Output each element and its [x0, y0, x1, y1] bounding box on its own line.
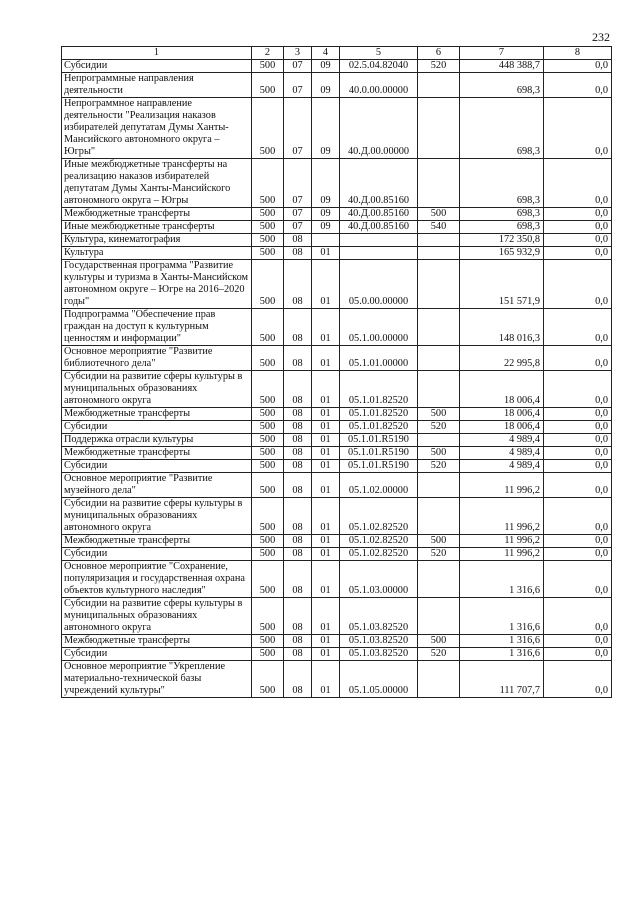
cell-amount: 18 006,4	[460, 371, 544, 408]
cell-amount: 4 989,4	[460, 434, 544, 447]
cell-subsection: 01	[312, 473, 340, 498]
cell-section: 08	[284, 309, 312, 346]
column-header: 6	[418, 47, 460, 60]
cell-amount-extra: 0,0	[544, 635, 612, 648]
cell-amount: 151 571,9	[460, 260, 544, 309]
table-row	[62, 648, 612, 661]
cell-target-article: 05.1.02.82520	[340, 535, 418, 548]
cell-name: Межбюджетные трансферты	[62, 208, 252, 221]
table-row	[62, 221, 612, 234]
cell-expense-type	[418, 346, 460, 371]
cell-subsection: 01	[312, 548, 340, 561]
cell-section: 08	[284, 408, 312, 421]
cell-name: Межбюджетные трансферты	[62, 535, 252, 548]
cell-subsection: 01	[312, 447, 340, 460]
cell-amount-extra: 0,0	[544, 661, 612, 698]
cell-amount-extra: 0,0	[544, 159, 612, 208]
cell-amount: 22 995,8	[460, 346, 544, 371]
cell-amount-extra: 0,0	[544, 208, 612, 221]
cell-expense-type: 520	[418, 548, 460, 561]
cell-target-article: 40.0.00.00000	[340, 73, 418, 98]
cell-subsection: 01	[312, 635, 340, 648]
cell-target-article: 05.1.02.00000	[340, 473, 418, 498]
cell-target-article: 05.1.02.82520	[340, 548, 418, 561]
cell-subsection: 01	[312, 648, 340, 661]
cell-amount: 698,3	[460, 221, 544, 234]
cell-amount: 11 996,2	[460, 498, 544, 535]
table-row	[62, 260, 612, 309]
table-row	[62, 498, 612, 535]
cell-section: 08	[284, 260, 312, 309]
cell-ministry-code: 500	[252, 208, 284, 221]
cell-section: 08	[284, 598, 312, 635]
cell-section: 08	[284, 447, 312, 460]
cell-ministry-code: 500	[252, 408, 284, 421]
cell-expense-type: 500	[418, 635, 460, 648]
cell-amount: 698,3	[460, 73, 544, 98]
cell-amount: 172 350,8	[460, 234, 544, 247]
cell-section: 07	[284, 60, 312, 73]
cell-ministry-code: 500	[252, 434, 284, 447]
column-header: 5	[340, 47, 418, 60]
cell-amount-extra: 0,0	[544, 421, 612, 434]
cell-name: Субсидии на развитие сферы культуры в муниципальных образованиях автономного округа	[62, 498, 252, 535]
cell-amount-extra: 0,0	[544, 346, 612, 371]
cell-expense-type	[418, 434, 460, 447]
table-row	[62, 548, 612, 561]
cell-section: 08	[284, 498, 312, 535]
table-body	[62, 60, 612, 698]
cell-subsection: 09	[312, 98, 340, 159]
column-header: 2	[252, 47, 284, 60]
cell-expense-type	[418, 260, 460, 309]
column-header: 4	[312, 47, 340, 60]
cell-ministry-code: 500	[252, 548, 284, 561]
cell-ministry-code: 500	[252, 247, 284, 260]
cell-amount-extra: 0,0	[544, 247, 612, 260]
cell-target-article: 05.0.00.00000	[340, 260, 418, 309]
cell-ministry-code: 500	[252, 498, 284, 535]
cell-amount: 1 316,6	[460, 635, 544, 648]
cell-name: Иные межбюджетные трансферты на реализацию наказов избирателей депутатам Думы Ханты-Мансийского автономного округа – Югры	[62, 159, 252, 208]
cell-ministry-code: 500	[252, 447, 284, 460]
cell-section: 07	[284, 73, 312, 98]
table-row	[62, 309, 612, 346]
table-row	[62, 60, 612, 73]
cell-subsection: 01	[312, 561, 340, 598]
table-row	[62, 460, 612, 473]
cell-subsection: 01	[312, 421, 340, 434]
cell-expense-type	[418, 73, 460, 98]
table-row	[62, 408, 612, 421]
cell-target-article: 05.1.03.82520	[340, 598, 418, 635]
cell-name: Субсидии	[62, 60, 252, 73]
cell-ministry-code: 500	[252, 309, 284, 346]
cell-ministry-code: 500	[252, 473, 284, 498]
cell-subsection: 01	[312, 661, 340, 698]
cell-amount-extra: 0,0	[544, 447, 612, 460]
cell-subsection: 01	[312, 346, 340, 371]
cell-subsection: 01	[312, 598, 340, 635]
cell-expense-type	[418, 309, 460, 346]
column-header: 8	[544, 47, 612, 60]
cell-expense-type: 520	[418, 460, 460, 473]
cell-ministry-code: 500	[252, 661, 284, 698]
cell-name: Субсидии	[62, 460, 252, 473]
cell-subsection: 01	[312, 247, 340, 260]
cell-amount: 4 989,4	[460, 460, 544, 473]
cell-amount: 165 932,9	[460, 247, 544, 260]
cell-expense-type: 500	[418, 408, 460, 421]
cell-name: Основное мероприятие "Укрепление материально-технической базы учреждений культуры"	[62, 661, 252, 698]
cell-amount-extra: 0,0	[544, 309, 612, 346]
table-row	[62, 98, 612, 159]
cell-name: Субсидии	[62, 421, 252, 434]
cell-expense-type	[418, 159, 460, 208]
cell-amount: 18 006,4	[460, 421, 544, 434]
cell-name: Субсидии на развитие сферы культуры в муниципальных образованиях автономного округа	[62, 598, 252, 635]
cell-ministry-code: 500	[252, 371, 284, 408]
table-header-row	[62, 47, 612, 60]
cell-section: 07	[284, 159, 312, 208]
cell-amount-extra: 0,0	[544, 260, 612, 309]
cell-name: Подпрограмма "Обеспечение прав граждан на доступ к культурным ценностям и информации"	[62, 309, 252, 346]
cell-amount: 11 996,2	[460, 535, 544, 548]
cell-target-article: 05.1.01.R5190	[340, 434, 418, 447]
cell-target-article: 05.1.01.00000	[340, 346, 418, 371]
cell-target-article: 02.5.04.82040	[340, 60, 418, 73]
table-row	[62, 247, 612, 260]
cell-subsection: 01	[312, 498, 340, 535]
cell-expense-type: 520	[418, 421, 460, 434]
table-row	[62, 447, 612, 460]
cell-amount-extra: 0,0	[544, 221, 612, 234]
cell-target-article: 05.1.01.R5190	[340, 447, 418, 460]
cell-expense-type	[418, 561, 460, 598]
cell-amount: 698,3	[460, 98, 544, 159]
cell-amount-extra: 0,0	[544, 561, 612, 598]
cell-ministry-code: 500	[252, 159, 284, 208]
cell-name: Основное мероприятие "Развитие библиотечного дела"	[62, 346, 252, 371]
cell-amount-extra: 0,0	[544, 548, 612, 561]
table-row	[62, 535, 612, 548]
cell-section: 08	[284, 648, 312, 661]
table-row	[62, 346, 612, 371]
cell-expense-type: 520	[418, 648, 460, 661]
cell-name: Субсидии на развитие сферы культуры в муниципальных образованиях автономного округа	[62, 371, 252, 408]
page-number: 232	[592, 30, 610, 44]
table-row	[62, 598, 612, 635]
cell-section: 07	[284, 221, 312, 234]
cell-expense-type	[418, 247, 460, 260]
column-header: 1	[62, 47, 252, 60]
cell-expense-type	[418, 371, 460, 408]
cell-section: 08	[284, 473, 312, 498]
cell-ministry-code: 500	[252, 561, 284, 598]
cell-section: 08	[284, 247, 312, 260]
cell-expense-type	[418, 598, 460, 635]
cell-amount-extra: 0,0	[544, 498, 612, 535]
cell-expense-type: 500	[418, 447, 460, 460]
cell-name: Субсидии	[62, 548, 252, 561]
cell-section: 08	[284, 421, 312, 434]
cell-expense-type	[418, 661, 460, 698]
cell-target-article	[340, 234, 418, 247]
cell-ministry-code: 500	[252, 535, 284, 548]
cell-target-article: 40.Д.00.85160	[340, 208, 418, 221]
cell-section: 08	[284, 548, 312, 561]
cell-name: Государственная программа "Развитие культуры и туризма в Ханты-Мансийском автономном округе – Югре на 2016–2020 годы"	[62, 260, 252, 309]
cell-expense-type: 500	[418, 535, 460, 548]
cell-target-article: 05.1.01.R5190	[340, 460, 418, 473]
cell-subsection: 09	[312, 73, 340, 98]
cell-expense-type	[418, 498, 460, 535]
cell-ministry-code: 500	[252, 421, 284, 434]
cell-ministry-code: 500	[252, 635, 284, 648]
cell-name: Культура	[62, 247, 252, 260]
cell-name: Межбюджетные трансферты	[62, 635, 252, 648]
cell-subsection: 01	[312, 535, 340, 548]
cell-target-article: 05.1.00.00000	[340, 309, 418, 346]
cell-target-article: 40.Д.00.85160	[340, 221, 418, 234]
cell-name: Основное мероприятие "Сохранение, популяризация и государственная охрана объектов культурного наследия"	[62, 561, 252, 598]
table-row	[62, 421, 612, 434]
cell-name: Межбюджетные трансферты	[62, 447, 252, 460]
table-row	[62, 635, 612, 648]
cell-ministry-code: 500	[252, 346, 284, 371]
cell-target-article: 05.1.03.82520	[340, 648, 418, 661]
table-row	[62, 159, 612, 208]
cell-section: 08	[284, 561, 312, 598]
cell-target-article: 05.1.05.00000	[340, 661, 418, 698]
cell-amount: 698,3	[460, 208, 544, 221]
cell-name: Межбюджетные трансферты	[62, 408, 252, 421]
cell-target-article: 05.1.02.82520	[340, 498, 418, 535]
cell-target-article: 05.1.03.00000	[340, 561, 418, 598]
cell-name: Непрограммные направления деятельности	[62, 73, 252, 98]
cell-ministry-code: 500	[252, 598, 284, 635]
cell-subsection: 09	[312, 159, 340, 208]
cell-amount: 148 016,3	[460, 309, 544, 346]
cell-section: 08	[284, 434, 312, 447]
cell-amount-extra: 0,0	[544, 98, 612, 159]
cell-target-article: 05.1.01.82520	[340, 408, 418, 421]
cell-amount-extra: 0,0	[544, 73, 612, 98]
cell-name: Непрограммное направление деятельности "Реализация наказов избирателей депутатам Думы Ханты-Мансийского автономного округа – Югры"	[62, 98, 252, 159]
cell-amount-extra: 0,0	[544, 473, 612, 498]
cell-subsection: 01	[312, 408, 340, 421]
table-row	[62, 661, 612, 698]
cell-amount-extra: 0,0	[544, 535, 612, 548]
cell-section: 08	[284, 661, 312, 698]
table-row	[62, 371, 612, 408]
cell-expense-type: 500	[418, 208, 460, 221]
cell-target-article: 40.Д.00.00000	[340, 98, 418, 159]
cell-target-article: 05.1.03.82520	[340, 635, 418, 648]
cell-target-article: 05.1.01.82520	[340, 371, 418, 408]
cell-subsection: 01	[312, 309, 340, 346]
table-row	[62, 473, 612, 498]
cell-amount-extra: 0,0	[544, 371, 612, 408]
cell-ministry-code: 500	[252, 98, 284, 159]
table-row	[62, 73, 612, 98]
cell-amount-extra: 0,0	[544, 234, 612, 247]
table-row	[62, 434, 612, 447]
cell-ministry-code: 500	[252, 221, 284, 234]
table-row	[62, 208, 612, 221]
cell-amount-extra: 0,0	[544, 598, 612, 635]
cell-name: Основное мероприятие "Развитие музейного дела"	[62, 473, 252, 498]
table-row	[62, 234, 612, 247]
cell-amount: 1 316,6	[460, 598, 544, 635]
column-header: 3	[284, 47, 312, 60]
cell-expense-type	[418, 473, 460, 498]
cell-amount: 11 996,2	[460, 548, 544, 561]
cell-ministry-code: 500	[252, 234, 284, 247]
cell-amount: 1 316,6	[460, 648, 544, 661]
cell-subsection	[312, 234, 340, 247]
cell-subsection: 01	[312, 434, 340, 447]
cell-section: 07	[284, 208, 312, 221]
cell-name: Поддержка отрасли культуры	[62, 434, 252, 447]
cell-target-article: 05.1.01.82520	[340, 421, 418, 434]
cell-expense-type: 540	[418, 221, 460, 234]
cell-amount: 11 996,2	[460, 473, 544, 498]
cell-expense-type	[418, 234, 460, 247]
cell-expense-type: 520	[418, 60, 460, 73]
cell-target-article	[340, 247, 418, 260]
budget-table	[61, 46, 612, 698]
cell-name: Субсидии	[62, 648, 252, 661]
cell-amount-extra: 0,0	[544, 408, 612, 421]
cell-amount: 698,3	[460, 159, 544, 208]
cell-ministry-code: 500	[252, 73, 284, 98]
cell-name: Иные межбюджетные трансферты	[62, 221, 252, 234]
cell-amount-extra: 0,0	[544, 60, 612, 73]
cell-subsection: 01	[312, 460, 340, 473]
cell-amount: 4 989,4	[460, 447, 544, 460]
cell-ministry-code: 500	[252, 648, 284, 661]
cell-amount-extra: 0,0	[544, 648, 612, 661]
cell-subsection: 09	[312, 208, 340, 221]
cell-amount: 18 006,4	[460, 408, 544, 421]
cell-amount: 1 316,6	[460, 561, 544, 598]
cell-ministry-code: 500	[252, 260, 284, 309]
cell-section: 08	[284, 234, 312, 247]
cell-section: 08	[284, 346, 312, 371]
cell-section: 08	[284, 635, 312, 648]
table-row	[62, 561, 612, 598]
cell-amount: 448 388,7	[460, 60, 544, 73]
cell-subsection: 01	[312, 371, 340, 408]
cell-expense-type	[418, 98, 460, 159]
column-header: 7	[460, 47, 544, 60]
cell-section: 08	[284, 460, 312, 473]
cell-name: Культура, кинематография	[62, 234, 252, 247]
cell-subsection: 09	[312, 221, 340, 234]
cell-subsection: 01	[312, 260, 340, 309]
cell-ministry-code: 500	[252, 60, 284, 73]
cell-amount: 111 707,7	[460, 661, 544, 698]
cell-subsection: 09	[312, 60, 340, 73]
cell-amount-extra: 0,0	[544, 434, 612, 447]
cell-target-article: 40.Д.00.85160	[340, 159, 418, 208]
cell-section: 08	[284, 371, 312, 408]
cell-section: 08	[284, 535, 312, 548]
cell-ministry-code: 500	[252, 460, 284, 473]
cell-section: 07	[284, 98, 312, 159]
cell-amount-extra: 0,0	[544, 460, 612, 473]
